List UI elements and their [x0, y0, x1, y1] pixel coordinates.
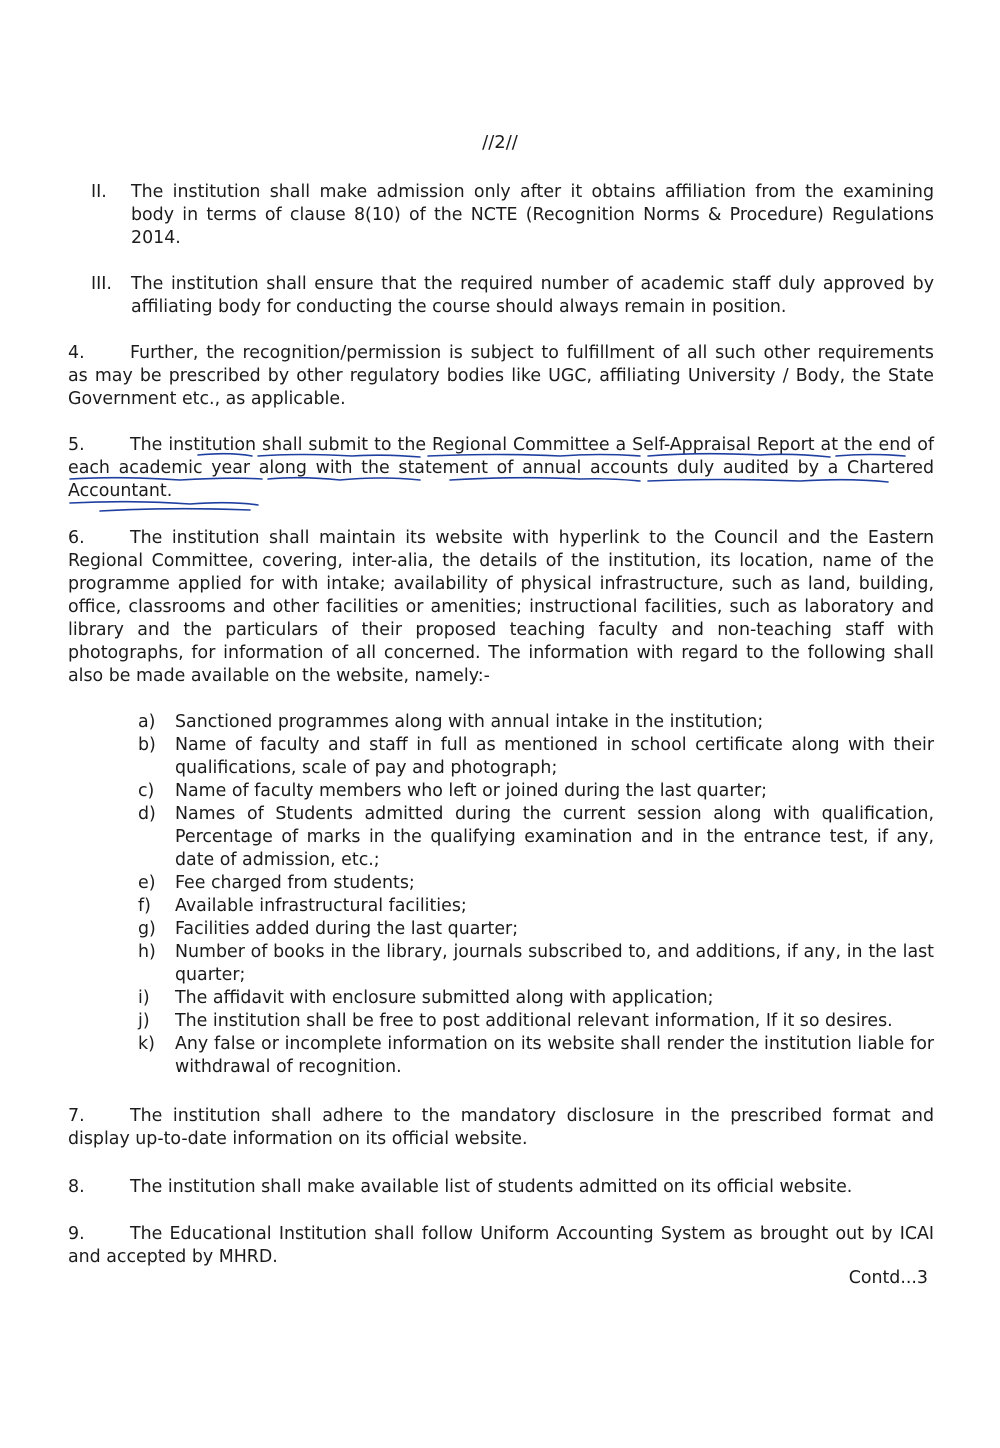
list-item	[138, 734, 934, 780]
list-item	[138, 803, 934, 872]
list-text: Name of faculty and staff in full as mentioned in school certificate along with their qualifications, scale of pay and photograph;	[175, 735, 934, 778]
paragraph-number: 8.	[68, 1177, 85, 1197]
continuation-note: Contd...3	[848, 1268, 928, 1288]
paragraph-text: The institution shall submit to the Regional Committee a Self-Appraisal Report at the end of each academic year along with the statement of annual accounts duly audited by a Chartered Accountant.	[68, 435, 934, 501]
list-label: e)	[138, 873, 156, 893]
clause-iii	[68, 273, 934, 319]
list-text: Sanctioned programmes along with annual intake in the institution;	[175, 712, 764, 732]
list-text: Number of books in the library, journals subscribed to, and additions, if any, in the last quarter;	[175, 942, 934, 985]
list-text: Name of faculty members who left or joined during the last quarter;	[175, 781, 768, 801]
website-info-list	[138, 711, 934, 1079]
list-label: h)	[138, 942, 156, 962]
list-label: c)	[138, 781, 155, 801]
clause-number: II.	[91, 182, 107, 202]
list-text: The institution shall be free to post additional relevant information, If it so desires.	[175, 1011, 893, 1031]
ink-underline	[100, 509, 250, 511]
list-item	[138, 941, 934, 987]
paragraph-number: 6.	[68, 528, 85, 548]
list-text: Fee charged from students;	[175, 873, 415, 893]
list-text: The affidavit with enclosure submitted along with application;	[175, 988, 714, 1008]
paragraph-number: 5.	[68, 435, 85, 455]
list-text: Names of Students admitted during the current session along with qualification, Percentage of marks in the qualifying examination and in the entrance test, if any, date of admission, etc.;	[175, 804, 934, 870]
paragraph-number: 4.	[68, 343, 85, 363]
paragraph-8	[68, 1176, 934, 1199]
list-text: Facilities added during the last quarter;	[175, 919, 519, 939]
paragraph-7	[68, 1105, 934, 1151]
list-label: b)	[138, 735, 156, 755]
paragraph-number: 7.	[68, 1106, 85, 1126]
list-label: d)	[138, 804, 156, 824]
list-label: i)	[138, 988, 150, 1008]
clause-number: III.	[91, 274, 112, 294]
list-item	[138, 780, 934, 803]
paragraph-text: The institution shall adhere to the mandatory disclosure in the prescribed format and display up-to-date information on its official website.	[68, 1106, 934, 1149]
paragraph-6	[68, 527, 934, 688]
list-label: k)	[138, 1034, 155, 1054]
paragraph-text: Further, the recognition/permission is subject to fulfillment of all such other requirements as may be prescribed by other regulatory bodies like UGC, affiliating University / Body, the State Government etc., as applicable.	[68, 343, 934, 409]
paragraph-text: The Educational Institution shall follow Uniform Accounting System as brought out by ICAI and accepted by MHRD.	[68, 1224, 934, 1267]
list-label: j)	[138, 1011, 150, 1031]
list-item	[138, 895, 934, 918]
list-item	[138, 1010, 934, 1033]
paragraph-5	[68, 434, 934, 503]
paragraph-number: 9.	[68, 1224, 85, 1244]
paragraph-4	[68, 342, 934, 411]
list-item	[138, 711, 934, 734]
list-label: a)	[138, 712, 156, 732]
list-label: f)	[138, 896, 151, 916]
list-text: Available infrastructural facilities;	[175, 896, 467, 916]
list-item	[138, 987, 934, 1010]
paragraph-text: The institution shall make available list of students admitted on its official website.	[130, 1177, 853, 1197]
list-text: Any false or incomplete information on its website shall render the institution liable for withdrawal of recognition.	[175, 1034, 934, 1077]
clause-ii	[68, 181, 934, 250]
clause-text: The institution shall ensure that the required number of academic staff duly approved by affiliating body for conducting the course should always remain in position.	[131, 274, 934, 317]
list-item	[138, 872, 934, 895]
list-item	[138, 918, 934, 941]
list-label: g)	[138, 919, 156, 939]
clause-text: The institution shall make admission only after it obtains affiliation from the examining body in terms of clause 8(10) of the NCTE (Recognition Norms & Procedure) Regulations 2014.	[131, 182, 934, 248]
page-number: //2//	[482, 132, 518, 153]
paragraph-text: The institution shall maintain its website with hyperlink to the Council and the Eastern Regional Committee, covering, inter-alia, the details of the institution, its location, name of the programme applied for with intake; availability of physical infrastructure, such as land, building, office, classrooms and other facilities or amenities; instructional facilities, such as laboratory and library and the particulars of their proposed teaching faculty and non-teaching staff with photographs, for information of all concerned. The information with regard to the following shall also be made available on the website, namely:-	[68, 528, 934, 686]
list-item	[138, 1033, 934, 1079]
paragraph-9	[68, 1223, 934, 1269]
